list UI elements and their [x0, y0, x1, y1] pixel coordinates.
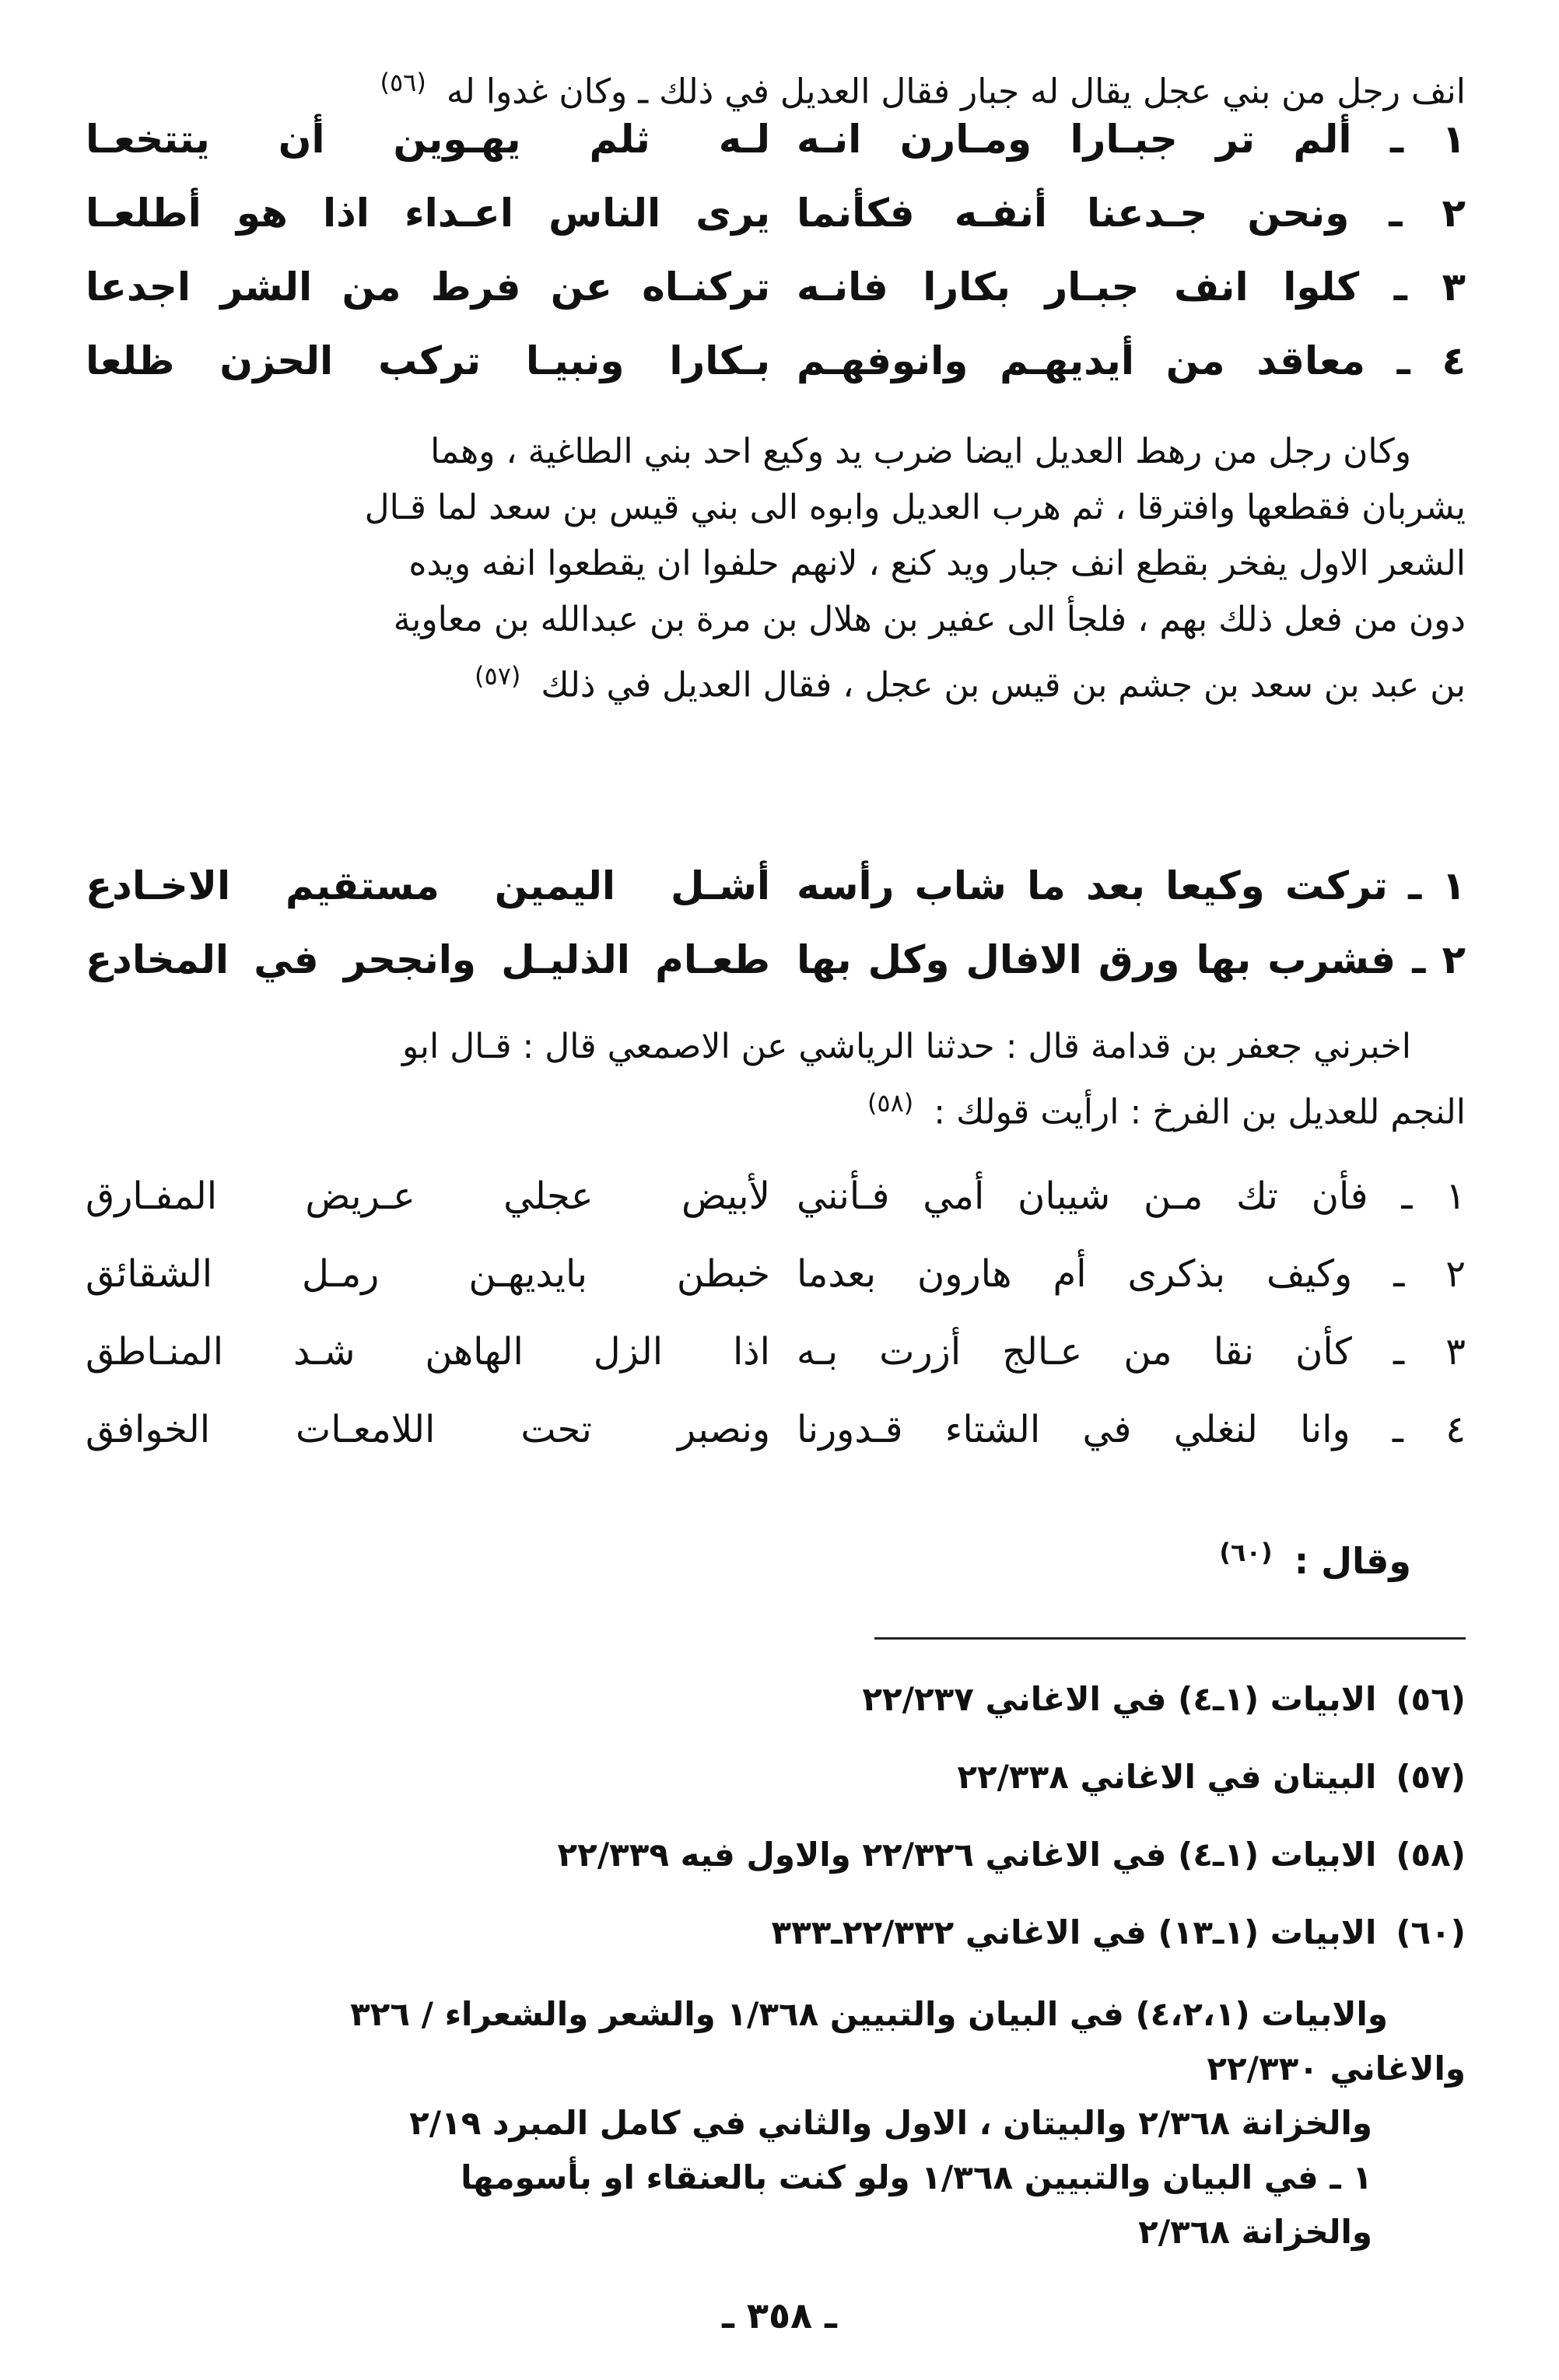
verse-first-hemistich: ٢ ـ فشرب بها ورق الافال وكل بها [797, 937, 1466, 982]
footnote-number: (٦٠) [1396, 1913, 1466, 1951]
footnote-number: (٥٦) [1396, 1680, 1466, 1718]
footnote-60 [86, 1906, 1466, 1960]
prose-line: دون من فعل ذلك بهم ، فلجأ الى عفير بن هلال بن مرة بن عبدالله بن معاوية [393, 600, 1466, 639]
footnote-line: والخزانة ٢/٣٦٨ [1138, 2213, 1372, 2251]
footnote-line: والابيات (٤،٢،١) في البيان والتبيين ١/٣٦٨ والشعر والشعراء / ٣٢٦ [350, 1995, 1388, 2033]
footnote-ref-60: (٦٠) [1219, 1538, 1273, 1567]
footnote-60-continuation [86, 1987, 1466, 2259]
prose-paragraph-2 [86, 424, 1466, 714]
poem3-verse-4 [86, 1408, 1466, 1486]
verse-first-hemistich: ٢ ـ ونحن جـدعنا أنفـه فكأنما [797, 191, 1466, 236]
poem1-verse-2 [86, 191, 1466, 268]
poem3-verse-2 [86, 1252, 1466, 1330]
footnote-57 [86, 1750, 1466, 1804]
verse-first-hemistich: ١ ـ ألم تر جبـارا ومـارن انـه [797, 117, 1466, 162]
footnote-number: (٥٨) [1396, 1836, 1466, 1874]
prose-line: الشعر الاول يفخر بقطع انف جبار ويد كنع ، لانهم حلفوا ان يقطعوا انفه ويده [408, 544, 1466, 583]
verse-first-hemistich: ١ ـ فأن تك مـن شيبان أمي فـأنني [797, 1174, 1466, 1218]
verse-second-hemistich: لأبيض عجلي عـريض المفـارق [86, 1174, 770, 1218]
closing-text: وقال : [1294, 1540, 1411, 1583]
closing-line [86, 1524, 1466, 1589]
footnote-text: البيتان في الاغاني ٢٢/٣٣٨ [957, 1758, 1377, 1796]
poem3-verse-3 [86, 1330, 1466, 1408]
prose-line: يشربان فقطعها وافترقا ، ثم هرب العديل وابوه الى بني قيس بن سعد لما قـال [364, 488, 1466, 527]
verse-second-hemistich: بـكارا ونبيـا تركب الحزن ظلعا [86, 338, 770, 383]
opening-line [86, 54, 1466, 121]
poem2-verse-2 [86, 937, 1466, 1015]
prose-line: بن عبد بن سعد بن جشم بن قيس بن عجل ، فقال العديل في ذلك $^{(٥٧)}$ [475, 661, 1466, 705]
prose-paragraph-3 [86, 1019, 1466, 1141]
footnote-text: الابيات (١ـ٤) في الاغاني ٢٢/٣٢٦ والاول فيه ٢٢/٣٣٩ [557, 1836, 1377, 1874]
opening-text: انف رجل من بني عجل يقال له جبار فقال العديل في ذلك ـ وكان غدوا له [446, 72, 1466, 112]
verse-second-hemistich: طعـام الذليـل وانجحر في المخادع [86, 937, 770, 982]
verse-first-hemistich: ٢ ـ وكيف بذكرى أم هارون بعدما [797, 1252, 1466, 1296]
poem1-verse-3 [86, 264, 1466, 342]
footnote-56 [86, 1672, 1466, 1727]
prose-line: النجم للعديل بن الفرخ : ارأيت قولك : $^{(٥٨)}$ [867, 1088, 1466, 1132]
verse-first-hemistich: ٣ ـ كأن نقا من عـالج أزرت بـه [797, 1330, 1466, 1374]
prose-line: اخبرني جعفر بن قدامة قال : حدثنا الرياشي عن الاصمعي قال : قـال ابو [402, 1027, 1411, 1066]
verse-first-hemistich: ٤ ـ وانا لنغلي في الشتاء قـدورنا [797, 1408, 1466, 1451]
footnote-text: الابيات (١ـ١٣) في الاغاني ٢٢/٣٣٢ـ٣٣٣ [771, 1913, 1377, 1951]
verse-first-hemistich: ١ ـ تركت وكيعا بعد ما شاب رأسه [797, 863, 1466, 908]
footnote-ref-56: (٥٦) [380, 68, 426, 97]
footnote-58 [86, 1828, 1466, 1882]
verse-second-hemistich: ونصبر تحت اللامعـات الخوافق [86, 1408, 770, 1451]
footnote-number: (٥٧) [1396, 1758, 1466, 1796]
verse-first-hemistich: ٣ ـ كلوا انف جبـار بكارا فانـه [797, 264, 1466, 310]
poem2-verse-1 [86, 863, 1466, 941]
footnote-line: والاغاني ٢٢/٣٣٠ [1207, 2049, 1466, 2088]
page-number: ـ ٣٥٨ ـ [722, 2294, 837, 2336]
verse-first-hemistich: ٤ ـ معاقد من أيديهـم وانوفهـم [797, 338, 1466, 383]
verse-second-hemistich: خبطن بايديهـن رمـل الشقائق [86, 1252, 770, 1296]
verse-second-hemistich: اذا الزل الهاهن شـد المنـاطق [86, 1330, 770, 1374]
footnote-ref-58: (٥٨) [867, 1088, 914, 1118]
poem3-verse-1 [86, 1174, 1466, 1252]
verse-second-hemistich: تركنـاه عن فرط من الشر اجدعا [86, 264, 770, 310]
verse-second-hemistich: يرى الناس اعـداء اذا هو أطلعـا [86, 191, 770, 236]
footnote-line: ١ ـ في البيان والتبيين ١/٣٦٨ ولو كنت بالعنقاء او بأسومها [461, 2158, 1372, 2196]
prose-line: وكان رجل من رهط العديل ايضا ضرب يد وكيع احد بني الطاغية ، وهما [430, 432, 1411, 471]
footnote-ref-57: (٥٧) [475, 661, 521, 691]
verse-second-hemistich: أشـل اليمين مستقيم الاخـادع [86, 863, 770, 908]
footnote-text: الابيات (١ـ٤) في الاغاني ٢٢/٢٣٧ [862, 1680, 1377, 1718]
verse-second-hemistich: لـه ثلم يهـوين أن يتتخعـا [86, 117, 770, 162]
poem1-verse-1 [86, 117, 1466, 194]
poem1-verse-4 [86, 338, 1466, 416]
footnote-line: والخزانة ٢/٣٦٨ والبيتان ، الاول والثاني في كامل المبرد ٢/١٩ [409, 2104, 1372, 2142]
footnote-separator [874, 1637, 1466, 1640]
